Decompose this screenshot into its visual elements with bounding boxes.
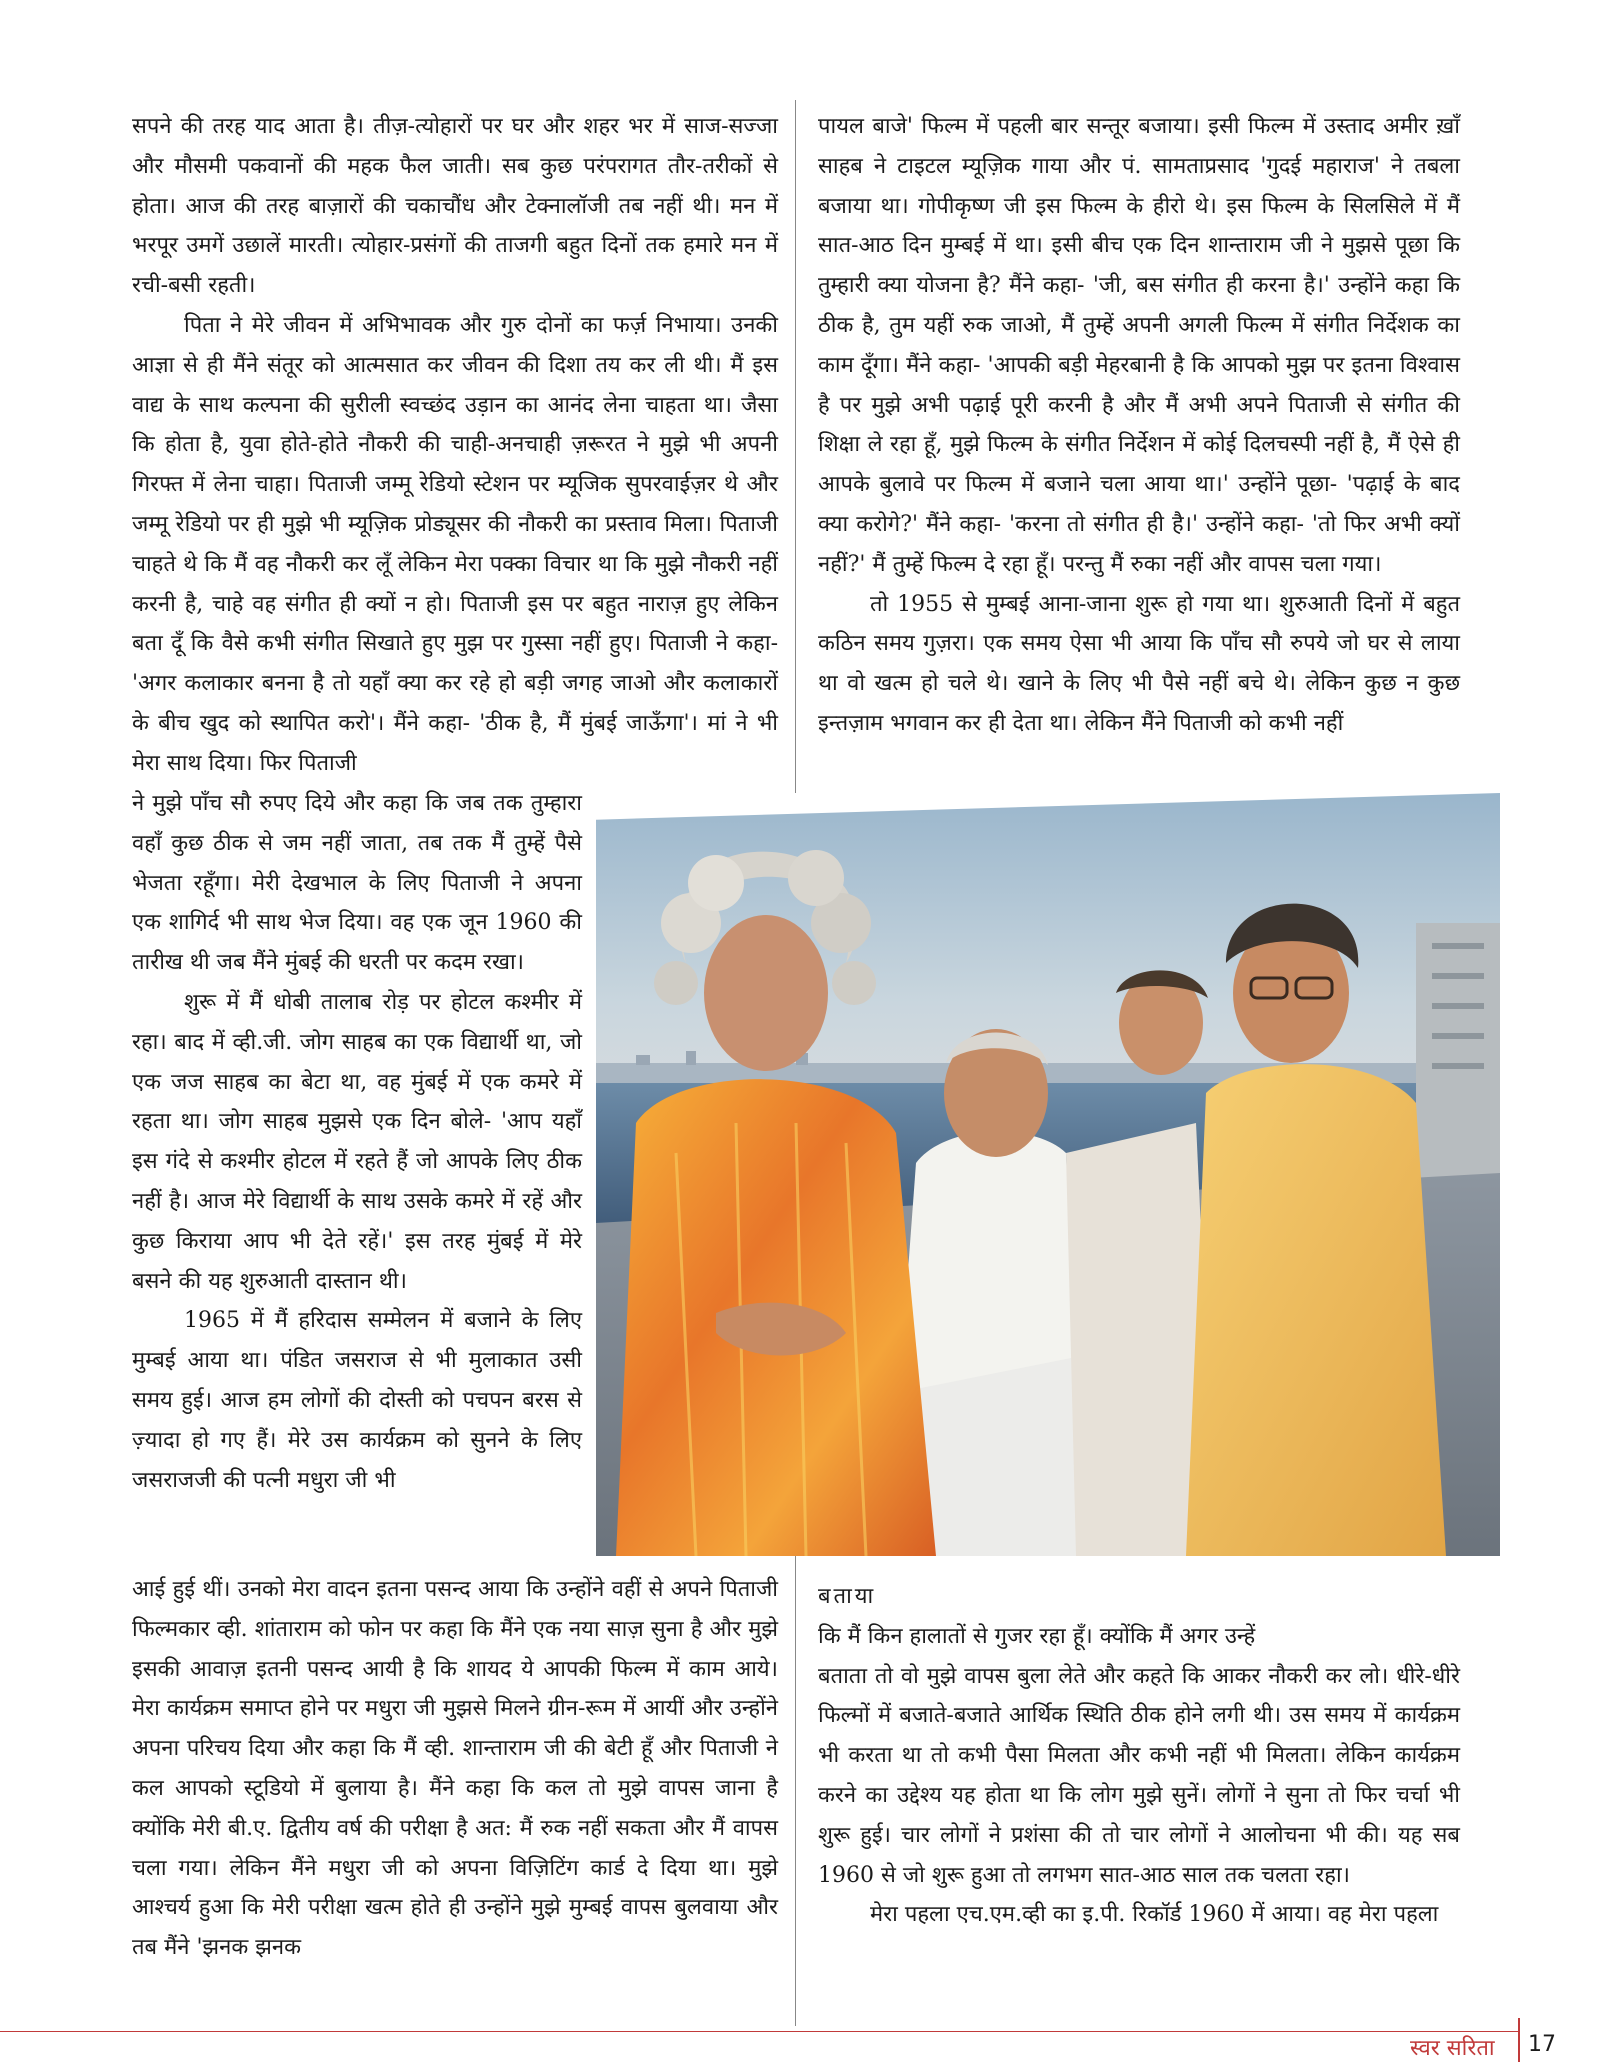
paragraph: पिता ने मेरे जीवन में अभिभावक और गुरु दोनों का फर्ज़ निभाया। उनकी आज्ञा से ही मैंने संतूर को आत्मसात कर जीवन की दिशा तय कर ली थी। मैं इस वाद्य के साथ कल्पना की सुरीली स्वच्छंद उड़ान का आनंद लेना चाहता था। जैसा कि होता है, युवा होते-होते नौकरी की चाही-अनचाही ज़रूरत ने मुझे भी अपनी गिरफ्त में लेना चाहा। पिताजी जम्मू रेडियो स्टेशन पर म्यूजिक सुपरवाईज़र थे और जम्मू रेडियो पर ही मुझे भी म्यूज़िक प्रोड्यूसर की नौकरी का प्रस्ताव मिला। पिताजी चाहते थे कि मैं वह नौकरी कर लूँ लेकिन मेरा पक्का विचार था कि मुझे नौकरी नहीं करनी है, चाहे वह संगीत ही क्यों न हो। पिताजी इस पर बहुत नाराज़ हुए लेकिन बता दूँ कि वैसे कभी संगीत सिखाते हुए मुझ पर गुस्सा नहीं हुए। पिताजी ने कहा- 'अगर कलाकार बनना है तो यहाँ क्या कर रहे हो बड़ी जगह जाओ और कलाकारों के बीच खुद को स्थापित करो'। मैंने कहा- 'ठीक है, मैं मुंबई जाऊँगा'। मां ने भी मेरा साथ दिया। फिर पिताजी [132,312,778,776]
right-column-bottom [818,1577,1460,1935]
paragraph: सपने की तरह याद आता है। तीज़-त्योहारों पर घर और शहर भर में साज-सज्जा और मौसमी पकवानों की महक फैल जाती। सब कुछ परंपरागत तौर-तरीकों से होता। आज की तरह बाज़ारों की चकाचौंध और टेक्नालॉजी तब नहीं थी। मन में भरपूर उमगें उछालें मारती। त्योहार-प्रसंगों की ताजगी बहुत दिनों तक हमारे मन में रची-बसी रहती। [132,114,778,299]
paragraph: मेरा पहला एच.एम.व्ही का इ.पी. रिकॉर्ड 1960 में आया। वह मेरा पहला [870,1902,1439,1928]
wrapped-word: बताया [818,1584,877,1609]
paragraph: 1965 में मैं हरिदास सम्मेलन में बजाने के लिए मुम्बई आया था। पंडित जसराज से भी मुलाकात उसी समय हुई। आज हम लोगों की दोस्ती को पचपन बरस से ज़्यादा हो गए हैं। मेरे उस कार्यक्रम को सुनने के लिए जसराजजी की पत्नी मधुरा जी भी [132,1308,582,1493]
footer-separator [1518,2018,1520,2062]
footer-rule [0,2031,1520,2032]
four-men-seated-by-the-sea-photo [596,793,1500,1556]
paragraph: बताता तो वो मुझे वापस बुला लेते और कहते कि आकर नौकरी कर लो। धीरे-धीरे फिल्मों में बजाते-बजाते आर्थिक स्थिति ठीक होने लगी थी। उस समय में कार्यक्रम भी करता था तो कभी पैसा मिलता और कभी नहीं भी मिलता। लेकिन कार्यक्रम करने का उद्देश्य यह होता था कि लोग मुझे सुनें। लोगों ने सुना तो फिर चर्चा भी शुरू हुई। चार लोगों ने प्रशंसा की तो चार लोगों ने आलोचना भी की। यह सब 1960 से जो शुरू हुआ तो लगभग सात-आठ साल तक चलता रहा। [818,1663,1460,1888]
column-divider [795,1556,796,2026]
left-column-top [132,107,778,784]
paragraph: आई हुई थीं। उनको मेरा वादन इतना पसन्द आया कि उन्होंने वहीं से अपने पिताजी फिल्मकार व्ही. शांताराम को फोन पर कहा कि मैंने एक नया साज़ सुना है और मुझे इसकी आवाज़ इतनी पसन्द आयी है कि शायद ये आपकी फिल्म में काम आये। मेरा कार्यक्रम समाप्त होने पर मधुरा जी मुझसे मिलने ग्रीन-रूम में आयीं और उन्होंने अपना परिचय दिया और कहा कि मैं व्ही. शान्ताराम जी की बेटी हूँ और पिताजी ने कल आपको स्टूडियो में बुलाया है। मैंने कहा कि कल तो मुझे वापस जाना है क्योंकि मेरी बी.ए. द्वितीय वर्ष की परीक्षा है अत: मैं रुक नहीं सकता और मैं वापस चला गया। लेकिन मैंने मधुरा जी को अपना विज़िटिंग कार्ड दे दिया था। मुझे आश्चर्य हुआ कि मेरी परीक्षा खत्म होते ही उन्होंने मुझे मुम्बई वापस बुलवाया और तब मैंने 'झनक झनक [132,1577,778,1961]
magazine-name: स्वर सरिता [1410,2036,1495,2061]
photo-illustration [596,793,1500,1556]
column-divider [795,100,796,793]
left-column-narrow [132,784,582,1500]
page-number: 17 [1528,2032,1556,2057]
paragraph: पायल बाजे' फिल्म में पहली बार सन्तूर बजाया। इसी फिल्म में उस्ताद अमीर ख़ाँ साहब ने टाइटल म्यूज़िक गाया और पं. सामताप्रसाद 'गुदई महाराज' ने तबला बजाया था। गोपीकृष्ण जी इस फिल्म के हीरो थे। इस फिल्म के सिलसिले में मैं सात-आठ दिन मुम्बई में था। इसी बीच एक दिन शान्ताराम जी ने मुझसे पूछा कि तुम्हारी क्या योजना है? मैंने कहा- 'जी, बस संगीत ही करना है।' उन्होंने कहा कि ठीक है, तुम यहीं रुक जाओ, मैं तुम्हें अपनी अगली फिल्म में संगीत निर्देशक का काम दूँगा। मैंने कहा- 'आपकी बड़ी मेहरबानी है कि आपको मुझ पर इतना विश्वास है पर मुझे अभी पढ़ाई पूरी करनी है और मैं अभी अपने पिताजी से संगीत की शिक्षा ले रहा हूँ, मुझे फिल्म के संगीत निर्देशन में कोई दिलचस्पी नहीं है, मैं ऐसे ही आपके बुलावे पर फिल्म में बजाने चला आया था।' उन्होंने पूछा- 'पढ़ाई के बाद क्या करोगे?' मैंने कहा- 'करना तो संगीत ही है।' उन्होंने कहा- 'तो फिर अभी क्यों नहीं?' मैं तुम्हें फिल्म दे रहा हूँ। परन्तु मैं रुका नहीं और वापस चला गया। [818,114,1460,577]
paragraph: शुरू में मैं धोबी तालाब रोड़ पर होटल कश्मीर में रहा। बाद में व्ही.जी. जोग साहब का एक विद्यार्थी था, जो एक जज साहब का बेटा था, वह मुंबई में एक कमरे में रहता था। जोग साहब मुझसे एक दिन बोले- 'आप यहाँ इस गंदे से कश्मीर होटल में रहते हैं जो आपके लिए ठीक नहीं है। आज मेरे विद्यार्थी के साथ उसके कमरे में रहें और कुछ किराया आप भी देते रहें।' इस तरह मुंबई में मेरे बसने की यह शुरुआती दास्तान थी। [132,989,582,1294]
text-line: कि मैं किन हालातों से गुजर रहा हूँ। क्योंकि मैं अगर उन्हें [818,1623,1256,1649]
paragraph: तो 1955 से मुम्बई आना-जाना शुरू हो गया था। शुरुआती दिनों में बहुत कठिन समय गुज़रा। एक समय ऐसा भी आया कि पाँच सौ रुपये जो घर से लाया था वो खत्म हो चले थे। खाने के लिए भी पैसे नहीं बचे थे। लेकिन कुछ न कुछ इन्तज़ाम भगवान कर ही देता था। लेकिन मैंने पिताजी को कभी नहीं [818,591,1460,736]
left-column-bottom [132,1570,778,1968]
paragraph: ने मुझे पाँच सौ रुपए दिये और कहा कि जब तक तुम्हारा वहाँ कुछ ठीक से जम नहीं जाता, तब तक मैं तुम्हें पैसे भेजता रहूँगा। मेरी देखभाल के लिए पिताजी ने अपना एक शागिर्द भी साथ भेज दिया। वह एक जून 1960 की तारीख थी जब मैंने मुंबई की धरती पर कदम रखा। [132,791,582,976]
right-column-top [818,107,1460,744]
